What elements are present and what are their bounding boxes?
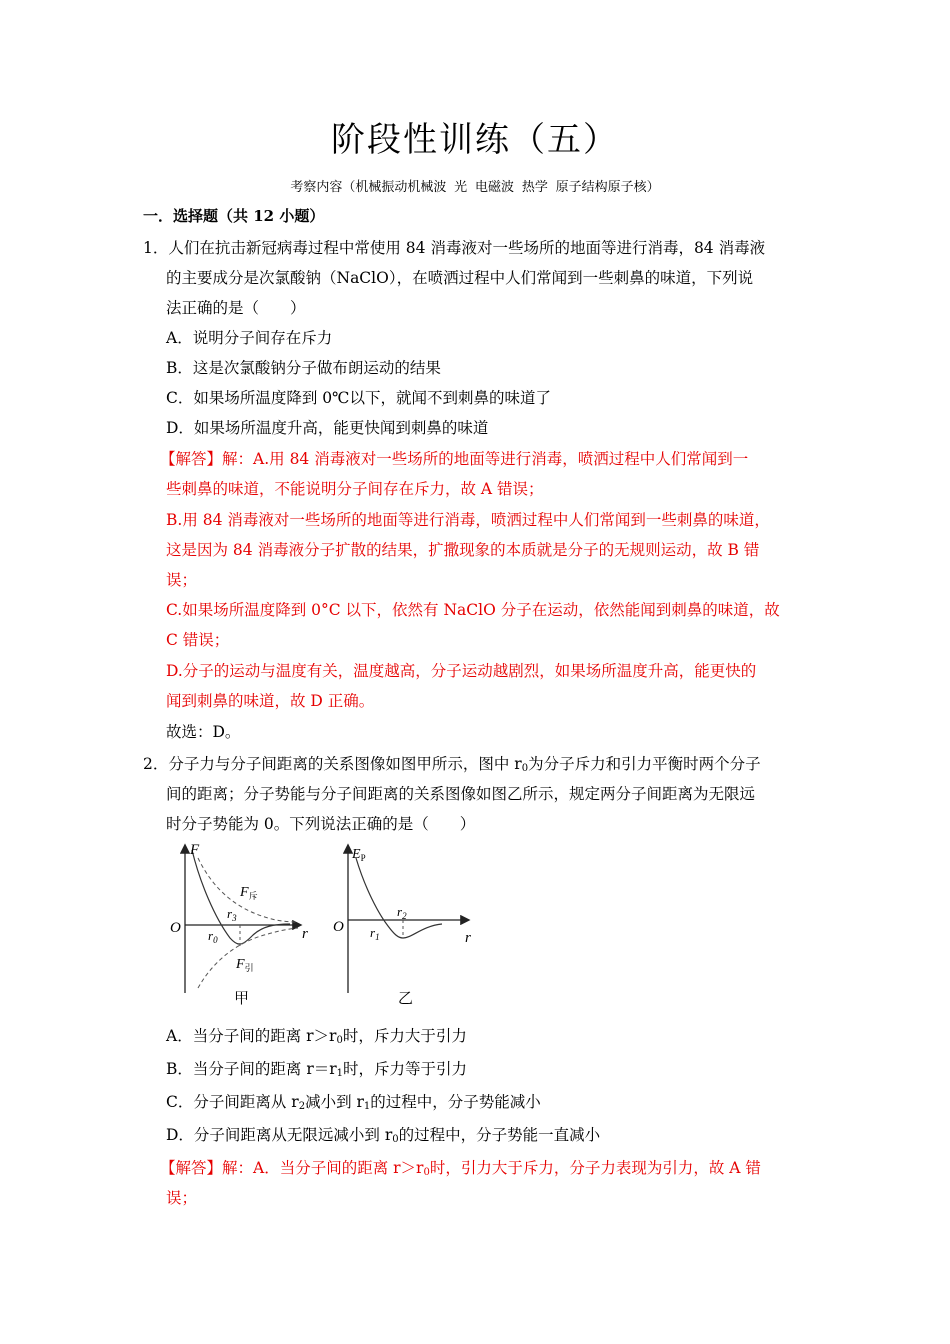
answer-1-line-8: D.分子的运动与温度有关，温度越高，分子运动越剧烈，如果场所温度升高，能更快的 (166, 662, 757, 680)
r1-label: $r_1$ (370, 925, 380, 942)
y-axis-label: $E_P$ (352, 847, 366, 863)
question-1-line-1: 1．人们在抗击新冠病毒过程中常使用 84 消毒液对一些场所的地面等进行消毒，84 消毒液 (143, 239, 766, 257)
repulsive-force-label: $F_斥$ (240, 885, 258, 901)
r2-label: $r_2$ (397, 904, 407, 921)
attractive-force-label: $F_引$ (236, 957, 254, 973)
question-1-option-c: C．如果场所温度降到 0℃以下，就闻不到刺鼻的味道了 (166, 389, 551, 407)
answer-1-line-7: C 错误； (166, 631, 230, 649)
question-2-line-2: 间的距离；分子势能与分子间距离的关系图像如图乙所示，规定两分子间距离为无限远 (166, 785, 756, 803)
question-1-option-b: B．这是次氯酸钠分子做布朗运动的结果 (166, 359, 441, 377)
answer-2-line-1: 【解答】解：A．当分子间的距离 $r>r_0$时，引力大于斥力，分子力表现为引力，故 A 错 (160, 1159, 761, 1178)
answer-label: 【解答】 (160, 1159, 223, 1177)
origin-label: O (333, 919, 344, 935)
question-2-option-a: A．当分子间的距离 $r>r_0$时，斥力大于引力 (166, 1027, 467, 1046)
answer-2-line-2: 误； (166, 1189, 198, 1207)
question-2-line-3: 时分子势能为 0。下列说法正确的是（ ） (166, 815, 476, 833)
answer-1-choice: 故选：D。 (166, 723, 241, 741)
figure-yi-caption: 乙 (398, 991, 414, 1007)
figure-yi (333, 846, 471, 1007)
answer-label: 【解答】 (160, 450, 223, 468)
x-axis-label: r (302, 926, 308, 942)
question-2-option-b: B．当分子间的距离 $r=r_1$时，斥力等于引力 (166, 1060, 468, 1079)
answer-1-line-5: 误； (166, 571, 198, 589)
y-axis-label: F (190, 842, 200, 858)
answer-1-line-6: C.如果场所温度降到 0°C 以下，依然有 NaClO 分子在运动，依然能闻到刺鼻的味道，故 (166, 601, 780, 619)
question-1-option-d: D．如果场所温度升高，能更快闻到刺鼻的味道 (166, 419, 489, 437)
answer-1-line-2: 些刺鼻的味道，不能说明分子间存在斥力，故 A 错误； (166, 480, 544, 498)
answer-1-line-3: B.用 84 消毒液对一些场所的地面等进行消毒，喷洒过程中人们常闻到一些刺鼻的味道， (166, 511, 770, 529)
question-2-option-d: D．分子间距离从无限远减小到 $r_0$的过程中，分子势能一直减小 (166, 1126, 601, 1145)
figure-jia (170, 842, 308, 1007)
question-1-option-a: A．说明分子间存在斥力 (166, 329, 333, 347)
page-subtitle: 考察内容（机械振动机械波 光 电磁波 热学 原子结构原子核） (290, 180, 660, 195)
origin-label: O (170, 920, 181, 936)
r3-label: $r_3$ (227, 906, 237, 923)
question-2-option-c: C．分子间距离从 $r_2$减小到 $r_1$的过程中，分子势能减小 (166, 1093, 541, 1112)
potential-energy-curve (356, 858, 442, 938)
molecular-force-figures (160, 838, 490, 1013)
figure-jia-caption: 甲 (234, 991, 250, 1007)
x-axis-label: r (465, 930, 471, 946)
question-1-line-3: 法正确的是（ ） (166, 299, 306, 317)
answer-1-line-9: 闻到刺鼻的味道，故 D 正确。 (166, 692, 375, 710)
page-title: 阶段性训练（五） (331, 120, 619, 160)
r0-label: $r_0$ (208, 928, 218, 945)
answer-1-line-4: 这是因为 84 消毒液分子扩散的结果，扩撒现象的本质就是分子的无规则运动，故 B 错 (166, 541, 760, 559)
question-1-line-2: 的主要成分是次氯酸钠（NaClO），在喷洒过程中人们常闻到一些刺鼻的味道，下列说 (166, 269, 754, 287)
answer-1-line-1: 【解答】解：A.用 84 消毒液对一些场所的地面等进行消毒，喷洒过程中人们常闻到一 (160, 450, 749, 468)
section-heading: 一．选择题（共 12 小题） (143, 207, 325, 225)
question-2-line-1: 2．分子力与分子间距离的关系图像如图甲所示，图中 $r_0$为分子斥力和引力平衡时两个分子 (143, 755, 761, 774)
